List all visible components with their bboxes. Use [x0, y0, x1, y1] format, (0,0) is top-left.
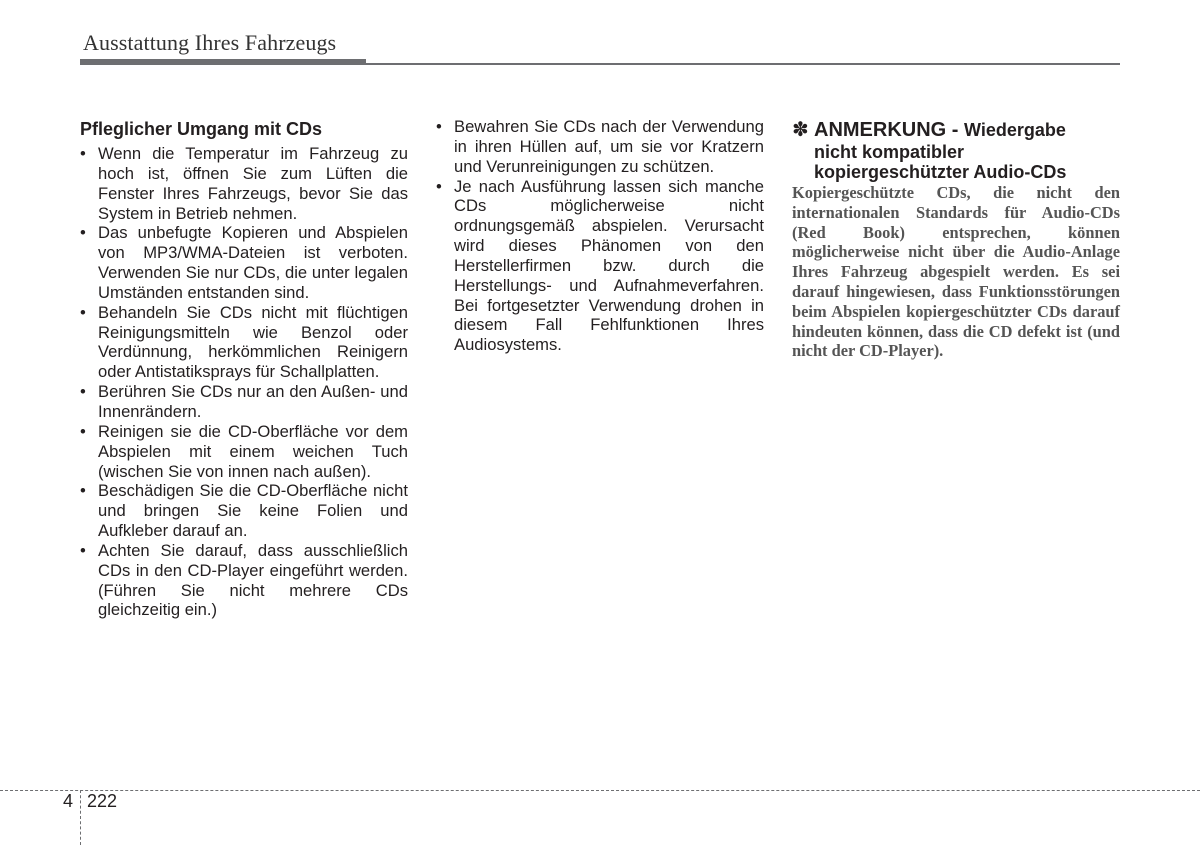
bullet-item: • Beschädigen Sie die CD-Oberfläche nicht und bringen Sie keine Folien und Aufkleber darauf an. — [80, 481, 408, 541]
column-1 — [80, 118, 408, 620]
chapter-number: 4 — [63, 791, 74, 811]
bullet-item: • Behandeln Sie CDs nicht mit flüchtigen Reinigungsmitteln wie Benzol oder Verdünnung, herkömmlichen Reinigern oder Antistatiksprays für Schallplatten. — [80, 303, 408, 382]
bullet-item: • Reinigen sie die CD-Oberfläche vor dem Abspielen mit einem weichen Tuch (wischen Sie von innen nach außen). — [80, 422, 408, 482]
note-body: Kopiergeschützte CDs, die nicht den internationalen Standards für Audio-CDs (Red Book) entsprechen, können möglicherweise nicht über die Audio-Anlage Ihres Fahrzeug abgespielt werden. Es sei darauf hingewiesen, dass Funktionsstörungen beim Abspielen kopiergeschützter CDs darauf hindeuten können, dass die CD defekt ist (und nicht der CD-Player). — [792, 183, 1120, 361]
care-bullet-list — [80, 144, 408, 620]
header-rule — [80, 63, 1120, 65]
note-asterisk-icon: ✽ — [792, 119, 809, 141]
section-title: Pfleglicher Umgang mit CDs — [80, 119, 323, 139]
page-header-title: Ausstattung Ihres Fahrzeugs — [83, 30, 337, 55]
bullet-item: • Achten Sie darauf, dass ausschließlich CDs in den CD-Player eingeführt werden. (Führen Sie nicht mehrere CDs gleichzeitig ein.) — [80, 541, 408, 620]
column-2 — [436, 117, 764, 355]
note-title-part3: kopiergeschützter Audio-CDs — [814, 162, 1067, 182]
bullet-item: • Bewahren Sie CDs nach der Verwendung in ihren Hüllen auf, um sie vor Kratzern und Verunreinigungen zu schützen. — [436, 117, 764, 177]
note-title-part2: nicht kompatibler — [814, 142, 965, 162]
bullet-item: • Berühren Sie CDs nur an den Außen- und Innenrändern. — [80, 382, 408, 422]
note-title-part1: Wiedergabe — [964, 120, 1066, 140]
note-label: ANMERKUNG - — [814, 119, 959, 141]
footer-divider — [80, 790, 81, 845]
note-heading — [792, 118, 1120, 182]
bullet-item: • Wenn die Temperatur im Fahrzeug zu hoch ist, öffnen Sie zum Lüften die Fenster Ihres Fahrzeugs, bevor Sie das System in Betrieb nehmen. — [80, 144, 408, 223]
footer-rule — [0, 790, 1200, 791]
note-box — [792, 118, 1120, 361]
care-bullet-list-continued — [436, 117, 764, 355]
bullet-item: • Das unbefugte Kopieren und Abspielen von MP3/WMA-Dateien ist verboten. Verwenden Sie nur CDs, die unter legalen Umständen entstanden sind. — [80, 223, 408, 302]
bullet-item: • Je nach Ausführung lassen sich manche CDs möglicherweise nicht ordnungsgemäß abspielen. Verursacht wird dieses Phänomen von den Herstellerfirmen bzw. durch die Herstellungs- und Aufnahmeverfahren. Bei fortgesetzter Verwendung drohen in diesem Fall Fehlfunktionen Ihres Audiosystems. — [436, 177, 764, 356]
page-number: 222 — [87, 791, 118, 811]
